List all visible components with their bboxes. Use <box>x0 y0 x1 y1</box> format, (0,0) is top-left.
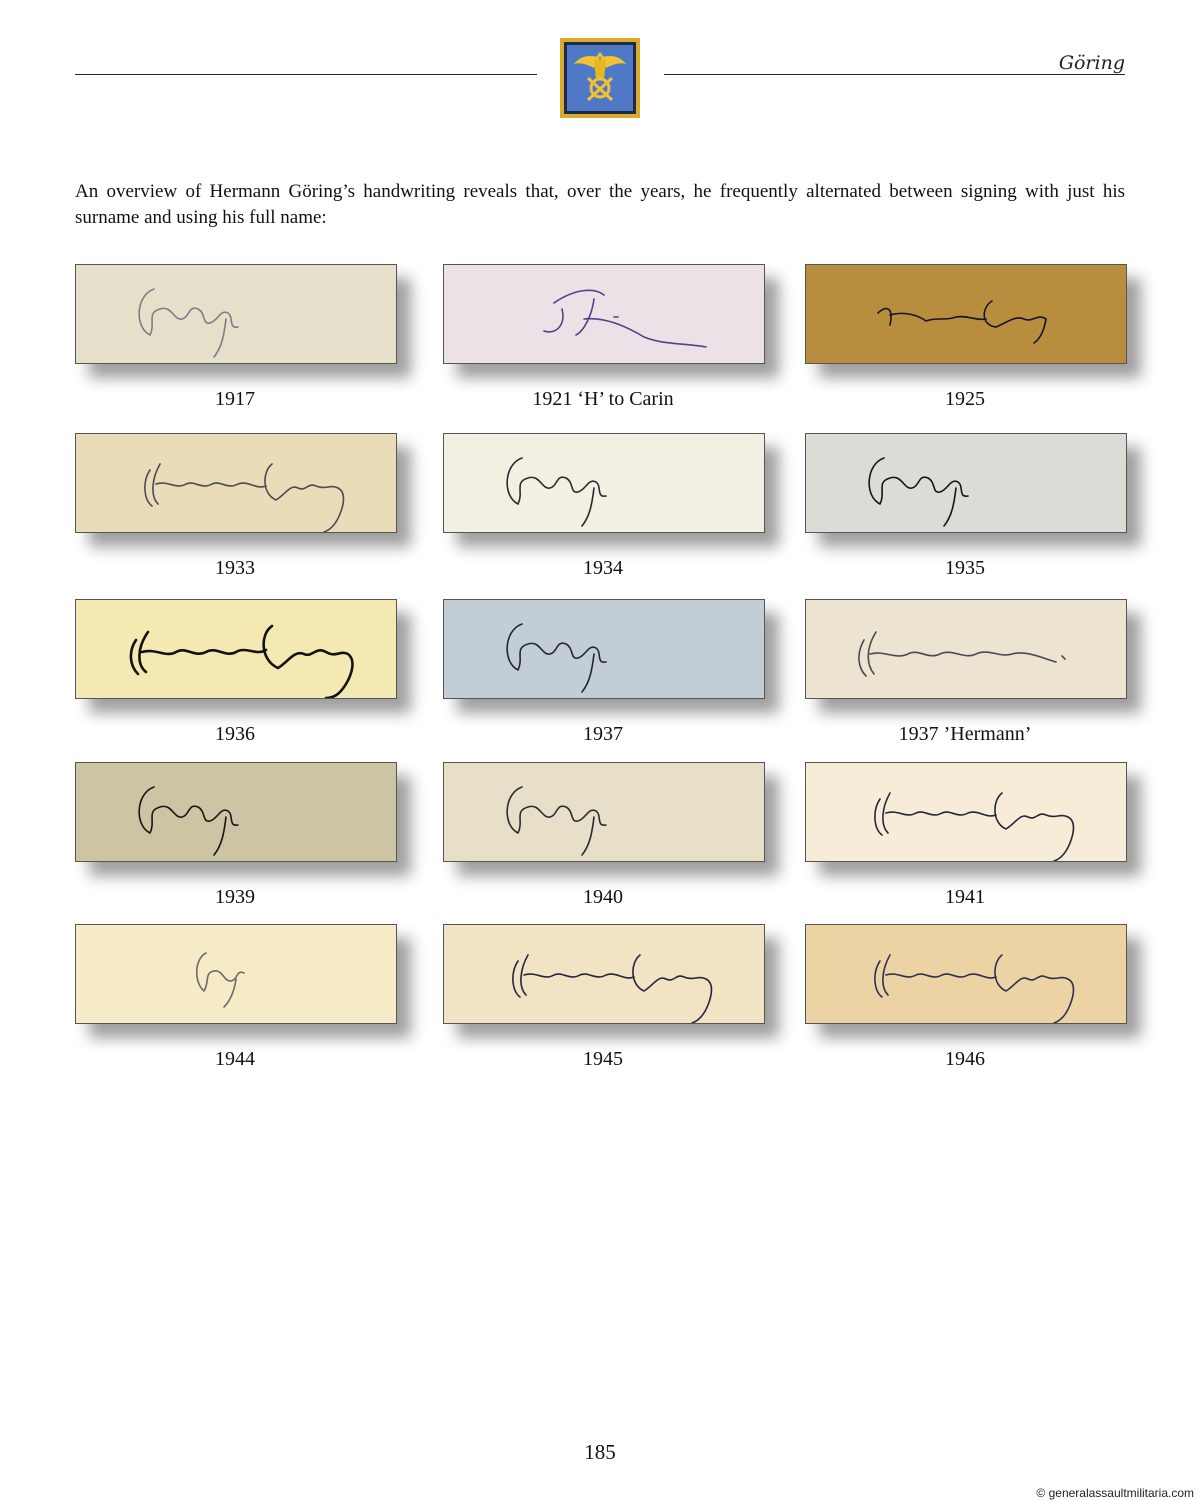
signature-image <box>76 434 396 532</box>
signature-card <box>443 924 765 1024</box>
header-rule-right <box>664 74 1125 75</box>
signature-caption: 1937 ’Hermann’ <box>898 723 1032 745</box>
signature-card <box>75 264 397 364</box>
signature-caption: 1936 <box>215 723 255 745</box>
signature-caption: 1941 <box>945 886 985 908</box>
signature-card <box>805 762 1127 862</box>
signature-stroke <box>145 464 344 532</box>
page-number: 185 <box>584 1440 616 1464</box>
signature-card <box>805 599 1127 699</box>
signature-image <box>76 600 396 698</box>
signature-caption: 1925 <box>945 388 985 410</box>
signature-stroke <box>507 458 606 526</box>
signature-image <box>444 600 764 698</box>
signature-card <box>75 599 397 699</box>
intro-paragraph: An overview of Hermann Göring’s handwriting reveals that, over the years, he frequently alternated between signing with just his surname and using his full name: <box>75 181 1125 228</box>
signature-caption: 1940 <box>583 886 623 908</box>
signature-image <box>76 265 396 363</box>
signature-image <box>76 763 396 861</box>
signature-caption: 1937 <box>583 723 623 745</box>
running-head: Göring <box>1058 52 1125 74</box>
signature-card <box>75 433 397 533</box>
signature-card <box>75 762 397 862</box>
signature-stroke <box>869 458 968 526</box>
signature-caption: 1921 ‘H’ to Carin <box>532 388 674 410</box>
signature-image <box>444 434 764 532</box>
signature-image <box>806 600 1126 698</box>
signature-image <box>806 763 1126 861</box>
signature-card <box>443 264 765 364</box>
signature-image <box>444 763 764 861</box>
signature-stroke <box>875 955 1074 1023</box>
signature-card <box>805 264 1127 364</box>
header-rule-left <box>75 74 537 75</box>
signature-stroke <box>859 632 1065 676</box>
eagle-standard-icon <box>560 38 640 118</box>
signature-caption: 1935 <box>945 557 985 579</box>
signature-caption: 1934 <box>583 557 623 579</box>
signature-image <box>806 265 1126 363</box>
signature-stroke <box>507 624 606 692</box>
signature-caption: 1944 <box>215 1048 255 1070</box>
signature-image <box>76 925 396 1023</box>
signature-image <box>444 925 764 1023</box>
signature-caption: 1939 <box>215 886 255 908</box>
signature-card <box>805 433 1127 533</box>
signature-stroke <box>139 289 238 357</box>
signature-card <box>443 433 765 533</box>
signature-caption: 1917 <box>215 388 255 410</box>
copyright-notice: © generalassaultmilitaria.com <box>1036 1486 1194 1500</box>
signature-stroke <box>544 290 706 347</box>
signature-caption: 1933 <box>215 557 255 579</box>
signature-stroke <box>513 955 712 1023</box>
signature-image <box>444 265 764 363</box>
signature-caption: 1946 <box>945 1048 985 1070</box>
signature-stroke <box>197 953 244 1007</box>
signature-stroke <box>878 301 1046 343</box>
signature-stroke <box>139 787 238 855</box>
signature-stroke <box>507 787 606 855</box>
signature-stroke <box>875 793 1074 861</box>
signature-stroke <box>131 626 353 698</box>
signature-image <box>806 925 1126 1023</box>
signature-card <box>443 762 765 862</box>
signature-card <box>75 924 397 1024</box>
signature-image <box>806 434 1126 532</box>
signature-card <box>443 599 765 699</box>
signature-card <box>805 924 1127 1024</box>
signature-caption: 1945 <box>583 1048 623 1070</box>
